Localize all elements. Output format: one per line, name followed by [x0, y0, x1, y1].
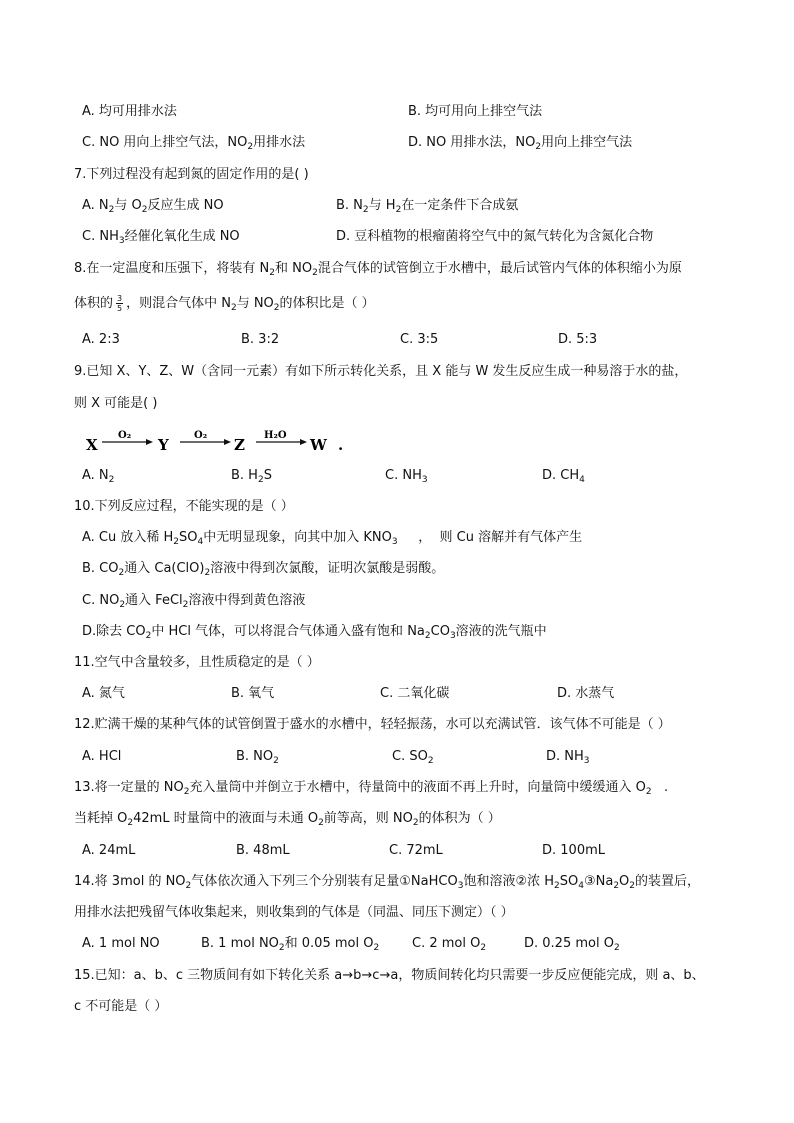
q10-option-a: A. Cu 放入稀 $H_2SO_4$中无明显现象，向其中加入 $KNO_3$ ， 则 Cu 溶解并有气体产生	[82, 530, 583, 547]
scheme-arrow-3-label: H₂O	[264, 430, 287, 441]
q13-stem-line-1: 13.将一定量的 $NO_2$充入量筒中并倒立于水槽中，待量筒中的液面不再上升时，向量筒中缓缓通入 $O_2$ .	[74, 780, 669, 797]
q14-option-c: C. 2 mol $O_2$	[412, 936, 487, 953]
q12-option-a: A. HCl	[82, 749, 122, 764]
q15-stem-line-2: c 不可能是（ ）	[74, 999, 168, 1014]
scheme-arrow-1-label: O₂	[118, 430, 132, 441]
q9-option-d: D. $CH_4$	[542, 468, 585, 485]
q14-stem-line-2: 用排水法把残留气体收集起来，则收集到的气体是（同温、同压下测定）（ ）	[74, 905, 514, 920]
q15-stem-line-1: 15.已知：a、b、c 三物质间有如下转化关系 a→b→c→a，物质间转化均只需要一步反应便能完成，则 a、b、	[74, 968, 705, 983]
q7-stem: 7.下列过程没有起到氮的固定作用的是( )	[74, 167, 309, 182]
q12-option-d: D. $NH_3$	[546, 749, 590, 766]
q13-stem-line-2: 当耗掉 $O_242mL$ 时量筒中的液面与未通 $O_2$前等高，则 $NO_2$的体积为（ ）	[74, 811, 501, 828]
q8-option-b: B. 3:2	[241, 332, 280, 347]
q11-option-b: B. 氧气	[231, 686, 275, 701]
q14-option-d: D. 0.25 mol $O_2$	[524, 936, 620, 953]
q10-option-d: D.除去 $CO_2$中 HCl 气体，可以将混合气体通入盛有饱和 $Na_2CO_3$溶液的洗气瓶中	[82, 624, 547, 641]
q8-option-c: C. 3:5	[400, 332, 439, 347]
q12-option-c: C. $SO_2$	[392, 749, 434, 766]
q14-option-b: B. 1 mol $NO_2$和 0.05 mol $O_2$	[201, 936, 380, 953]
q8-stem-line-1: 8.在一定温度和压强下，将装有 $N_2$和 $NO_2$混合气体的试管倒立于水槽中，最后试管内气体的体积缩小为原	[74, 261, 682, 278]
q11-option-a: A. 氮气	[82, 686, 125, 701]
q13-option-b: B. 48mL	[236, 843, 290, 858]
q9-option-c: C. $NH_3$	[385, 468, 428, 485]
q9-option-a: A. $N_2$	[82, 468, 115, 485]
q13-option-c: C. 72mL	[389, 843, 443, 858]
conversion-scheme	[86, 428, 356, 456]
q6-option-d: D. NO 用排水法，$NO_2$用向上排空气法	[408, 135, 633, 152]
scheme-y: Y	[158, 436, 169, 454]
q7-option-d: D. 豆科植物的根瘤菌将空气中的氮气转化为含氮化合物	[336, 229, 654, 244]
q11-option-d: D. 水蒸气	[557, 686, 615, 701]
q11-stem: 11.空气中含量较多，且性质稳定的是（ ）	[74, 655, 320, 670]
fraction-three-fifths: $\frac{3}{5}$	[117, 294, 123, 313]
q9-option-b: B. $H_2S$	[231, 468, 272, 485]
scheme-z: Z	[234, 436, 245, 454]
q9-stem-line-2: 则 X 可能是( )	[74, 396, 158, 411]
q11-option-c: C. 二氧化碳	[380, 686, 450, 701]
q8-stem-line-2: 体积的 $\frac{3}{5}$ ，则混合气体中 $N_2$与 $NO_2$的体积比是（ ）	[74, 294, 375, 313]
q6-option-a: A. 均可用排水法	[82, 104, 177, 119]
q10-stem: 10.下列反应过程，不能实现的是（ ）	[74, 499, 294, 514]
scheme-arrow-2-label: O₂	[194, 430, 208, 441]
q12-option-b: B. $NO_2$	[236, 749, 279, 766]
q6-option-c: C. NO 用向上排空气法，$NO_2$用排水法	[82, 135, 306, 152]
q8-option-d: D. 5:3	[558, 332, 598, 347]
q7-option-b: B. $N_2$与 $H_2$在一定条件下合成氨	[336, 198, 519, 215]
q7-option-a: A. $N_2$与 $O_2$反应生成 NO	[82, 198, 224, 215]
q7-option-c: C. $NH_3$经催化氧化生成 NO	[82, 229, 240, 246]
q13-option-d: D. 100mL	[542, 843, 605, 858]
q10-option-c: C. $NO_2$通入 FeCl$_2$溶液中得到黄色溶液	[82, 593, 306, 610]
q8-option-a: A. 2:3	[82, 332, 120, 347]
scheme-w: W	[310, 436, 327, 454]
q14-stem-line-1: 14.将 3mol 的 $NO_2$气体依次通入下列三个分别装有足量①NaHCO$_3$饱和溶液②浓 $H_2SO_4③Na_2O_2$的装置后，	[74, 874, 701, 891]
q6-option-b: B. 均可用向上排空气法	[408, 104, 543, 119]
q13-option-a: A. 24mL	[82, 843, 136, 858]
scheme-x: X	[86, 436, 98, 454]
scheme-end: .	[338, 436, 344, 454]
q9-stem-line-1: 9.已知 X、Y、Z、W（含同一元素）有如下所示转化关系，且 X 能与 W 发生反应生成一种易溶于水的盐，	[74, 364, 688, 379]
q14-option-a: A. 1 mol NO	[82, 936, 160, 951]
q10-option-b: B. $CO_2$通入 $Ca(ClO)_2$溶液中得到次氯酸，证明次氯酸是弱酸。	[82, 561, 445, 578]
q12-stem: 12.贮满干燥的某种气体的试管倒置于盛水的水槽中，轻轻振荡，水可以充满试管．该气体不可能是（ ）	[74, 717, 671, 732]
